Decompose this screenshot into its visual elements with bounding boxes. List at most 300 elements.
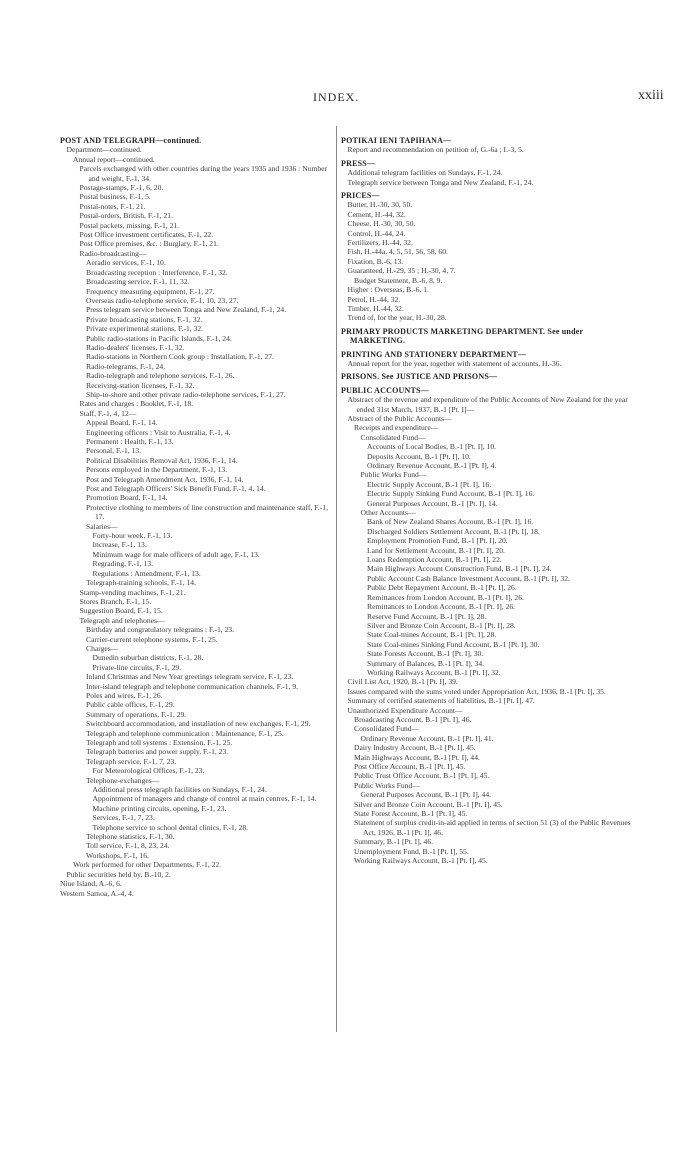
index-entry	[86, 700, 338, 709]
index-entry	[93, 569, 339, 578]
index-entry-text: Dunedin suburban districts, F.-1, 28.	[92, 653, 204, 663]
index-entry	[367, 574, 639, 583]
index-entry	[93, 550, 339, 559]
index-entry-text: Permanent : Health, F.-1, 13.	[86, 437, 174, 446]
index-entry-text: Aeradio services, F.-1, 10.	[86, 258, 166, 268]
index-entry-text: Inland Christmas and New Year greetings telegram service, F.-1, 23.	[86, 672, 294, 682]
index-entry	[354, 762, 639, 771]
index-entry	[367, 621, 639, 630]
index-entry-text: Private experimental stations, F.-1, 32.	[86, 324, 204, 334]
index-entry	[93, 804, 339, 813]
index-entry	[86, 644, 338, 653]
index-entry-text: PRINTING AND STATIONERY DEPARTMENT—	[341, 349, 527, 359]
index-entry	[80, 409, 339, 418]
index-entry-text: Radio-broadcasting—	[79, 248, 147, 258]
index-entry-text: Postal-notes, F.-1, 21.	[79, 201, 146, 211]
index-entry-text: Summary, B.-1 [Pt. I], 46.	[354, 837, 434, 847]
index-entry	[354, 771, 639, 780]
index-entry	[80, 597, 339, 606]
index-entry-text: Public cable offices, F.-1, 29.	[86, 700, 175, 710]
index-entry-text: Post and Telegraph Officers' Sick Benefit Fund, F.-1, 4, 14.	[86, 484, 266, 494]
index-heading	[341, 327, 639, 346]
index-entry	[348, 395, 640, 414]
index-entry-text: Additional telegram facilities on Sundays, F.-1, 24.	[347, 168, 503, 178]
index-entry-text: Parcels exchanged with other countries during the years 1935 and 1936 : Number and weight, F.-1, 34.	[79, 164, 328, 183]
index-entry-text: Annual report for the year, together with statement of accounts, H.-36.	[347, 358, 562, 368]
index-entry-text: Dairy Industry Account, B.-1 [Pt. I], 45.	[354, 743, 476, 753]
index-entry	[361, 734, 640, 743]
index-entry-text: Ordinary Revenue Account, B.-1 [Pt. I], 4.	[367, 461, 497, 470]
index-entry	[86, 851, 338, 860]
index-entry	[86, 635, 338, 644]
index-entry	[348, 295, 640, 304]
index-entry	[354, 423, 639, 432]
index-entry-text: Increase, F.-1, 13.	[92, 540, 147, 550]
index-entry	[86, 287, 338, 296]
index-entry-text: Telegraph and telephone communication : Maintenance, F.-1, 25.	[86, 728, 284, 738]
index-entry	[348, 677, 640, 686]
index-entry	[86, 456, 338, 465]
index-entry	[86, 691, 338, 700]
index-entry-text: Charges—	[86, 643, 119, 653]
index-entry	[367, 527, 639, 536]
left-column	[60, 136, 338, 898]
index-entry	[354, 837, 639, 846]
index-entry	[367, 583, 639, 592]
index-entry-text: PUBLIC ACCOUNTS—	[341, 385, 429, 395]
index-entry	[348, 696, 640, 705]
index-entry-text: Report and recommendation on petition of, G.-6a ; I.-3, 5.	[347, 145, 524, 155]
index-entry	[86, 757, 338, 766]
index-entry	[361, 470, 640, 479]
index-entry-text: Private-line circuits, F.-1, 29.	[92, 662, 182, 672]
index-entry	[348, 210, 640, 219]
index-entry-text: Political Disabilities Removal Act, 1936, F.-1, 14.	[86, 455, 238, 465]
index-entry	[348, 168, 640, 177]
index-entry-text: PRICES—	[341, 191, 380, 201]
index-entry-text: Issues compared with the sums voted under Appropriation Act, 1936, B.-1 [Pt. I], 35.	[347, 686, 606, 696]
index-entry	[367, 668, 639, 677]
index-entry	[354, 818, 639, 837]
index-entry-text: Postal packets, missing, F.-1, 21.	[79, 220, 180, 230]
index-entry-text: Fertilizers, H.-44, 32.	[347, 238, 413, 248]
index-entry-text: Receipts and expenditure—	[354, 423, 439, 433]
index-entry-text: Main Highways Account, B.-1 [Pt. I], 44.	[354, 752, 480, 762]
index-entry	[93, 531, 339, 540]
index-entry-text: Timber, H.-44, 32.	[347, 303, 404, 313]
index-entry-text: Engineering officers : Visit to Australia, F.-1, 4.	[86, 427, 231, 437]
index-entry	[367, 461, 639, 470]
index-entry	[93, 794, 339, 803]
index-entry-text: PRIMARY PRODUCTS MARKETING DEPARTMENT. See under MARKETING.	[341, 326, 584, 346]
index-entry-text: Post Office investment certificates, F.-1, 22.	[79, 230, 214, 240]
index-entry-text: Receiving-station licenses, F.-1, 32.	[86, 380, 195, 390]
index-entry	[348, 359, 640, 368]
index-entry-text: Radio-telegrams, F.-1, 24.	[86, 361, 166, 371]
index-entry	[354, 809, 639, 818]
index-entry-text: Land for Settlement Account, B.-1 [Pt. I], 20.	[367, 545, 505, 555]
index-entry-text: For Meteorological Offices, F.-1, 23.	[92, 766, 205, 776]
index-entry	[367, 593, 639, 602]
index-entry-text: Regulations : Amendment, F.-1, 13.	[92, 568, 201, 578]
index-entry-text: PRISONS. See JUSTICE AND PRISONS—	[341, 372, 498, 382]
index-entry-text: Broadcasting Account, B.-1 [Pt. I], 46.	[354, 714, 472, 724]
index-entry-text: Post Office Account, B.-1 [Pt. I], 45.	[354, 762, 466, 771]
index-entry-text: Poles and wires, F.-1, 26.	[86, 690, 163, 700]
index-entry-text: Additional press telegraph facilities on Sundays, F.-1, 24.	[92, 785, 267, 795]
index-entry	[86, 371, 338, 380]
index-heading	[60, 136, 338, 145]
index-entry	[367, 649, 639, 658]
index-entry	[348, 200, 640, 209]
index-entry-text: Electric Supply Sinking Fund Account, B.-1 [Pt. I], 16.	[367, 489, 535, 499]
index-entry-text: Public Debt Repayment Account, B.-1 [Pt. I], 26.	[367, 583, 517, 593]
index-entry	[367, 564, 639, 573]
index-entry	[354, 781, 639, 790]
index-entry	[86, 578, 338, 587]
index-entry	[80, 164, 339, 183]
right-column	[341, 136, 639, 865]
index-entry	[86, 352, 338, 361]
index-entry	[80, 399, 339, 408]
index-entry-text: POST AND TELEGRAPH—continued.	[60, 136, 202, 145]
index-entry-text: Telegraph service between Tonga and New Zealand, F.-1, 24.	[347, 177, 534, 187]
index-entry-text: Abstract of the revenue and expenditure of the Public Accounts of New Zealand for the year ended 31st March, 1937, B.-1 [Pt. I]—	[347, 395, 628, 414]
index-entry-text: Petrol, H.-44, 32.	[347, 294, 401, 304]
index-entry-text: Radio-stations in Northern Cook group : Installation, F.-1, 27.	[86, 352, 274, 362]
index-entry-text: Loans Redemption Account, B.-1 [Pt. I], 22.	[367, 555, 502, 565]
index-entry	[86, 305, 338, 314]
index-entry	[93, 813, 339, 822]
index-entry-text: Post Office premises, &c. : Burglary, F.-1, 21.	[79, 239, 219, 249]
index-entry	[86, 747, 338, 756]
index-entry	[354, 743, 639, 752]
index-entry-text: Reserve Fund Account, B.-1 [Pt. I], 28.	[367, 611, 487, 621]
index-entry-text: Radio-dealers' licenses, F.-1, 32.	[86, 342, 185, 352]
index-entry	[348, 266, 640, 275]
index-entry	[86, 296, 338, 305]
index-entry	[367, 602, 639, 611]
index-entry-text: Services, F.-1, 7, 23.	[92, 813, 155, 823]
index-entry-text: Telegraph-training schools, F.-1, 14.	[86, 578, 197, 588]
index-entry	[367, 452, 639, 461]
index-entry-text: Rates and charges : Booklet, F.-1, 18.	[79, 399, 194, 409]
index-entry	[93, 653, 339, 662]
index-entry	[86, 719, 338, 728]
index-entry-text: Niue Island, A.-6, 6.	[60, 879, 122, 889]
index-entry-text: Main Highways Account Construction Fund, B.-1 [Pt. I], 24.	[367, 564, 552, 574]
index-entry-text: Telegraph service, F.-1, 7, 23.	[86, 756, 177, 766]
index-entry	[86, 682, 338, 691]
index-entry-text: Employment Promotion Fund, B.-1 [Pt. I], 20.	[367, 536, 508, 546]
index-entry-text: Broadcasting service, F.-1, 11, 32.	[86, 277, 190, 287]
index-entry-text: Public Trust Office Account, B.-1 [Pt. I], 45.	[354, 771, 490, 781]
index-entry-text: Ship-to-shore and other private radio-telephone services, F.-1, 27.	[86, 389, 286, 399]
index-entry	[80, 221, 339, 230]
index-entry-text: POTIKAI IENI TAPIHANA—	[341, 136, 452, 145]
index-entry-text: Summary of certified statements of liabilities, B.-1 [Pt. I], 47.	[347, 696, 535, 706]
index-entry	[348, 414, 640, 423]
index-entry	[86, 343, 338, 352]
index-entry	[348, 238, 640, 247]
index-entry	[367, 546, 639, 555]
index-entry	[367, 659, 639, 668]
index-entry	[367, 612, 639, 621]
index-entry	[354, 715, 639, 724]
index-entry	[93, 559, 339, 568]
index-entry	[348, 257, 640, 266]
index-entry-text: Press telegram service between Tonga and New Zealand, F.-1, 24.	[86, 305, 287, 315]
index-entry-text: Remittances from London Account, B.-1 [Pt. I], 26.	[367, 592, 524, 602]
index-entry-text: Work performed for other Departments, F.-1, 22.	[73, 860, 222, 870]
index-entry-text: Telegraph and toll systems : Extension, F.-1, 25.	[86, 738, 233, 747]
index-entry	[367, 489, 639, 498]
index-entry	[86, 710, 338, 719]
index-entry	[86, 503, 338, 522]
index-entry-text: Discharged Soldiers Settlement Account, B.-1 [Pt. I], 18.	[367, 526, 540, 536]
index-entry-text: PRESS—	[341, 158, 376, 168]
index-entry	[86, 324, 338, 333]
index-entry-text: Fixation, B.-6, 13.	[347, 256, 404, 266]
index-entry	[348, 313, 640, 322]
index-entry-text: Telegraph and telephones—	[79, 615, 165, 625]
index-entry-text: Western Samoa, A.-4, 4.	[60, 888, 134, 898]
index-entry-text: Other Accounts—	[360, 508, 416, 518]
index-entry	[354, 724, 639, 733]
index-entry	[86, 465, 338, 474]
index-entry-text: Summary of operations, F.-1, 29.	[86, 709, 187, 719]
index-entry-text: Abstract of the Public Accounts—	[347, 413, 452, 423]
index-entry-text: Minimum wage for male officers of adult age, F.-1, 13.	[92, 549, 260, 559]
index-entry	[93, 540, 339, 549]
index-entry-text: Appeal Board, F.-1, 14.	[86, 418, 158, 428]
index-entry	[80, 183, 339, 192]
index-entry-text: Overseas radio-telephone service, F.-1, 10, 23, 27.	[86, 295, 239, 305]
index-entry	[86, 418, 338, 427]
index-entry-text: Postage-stamps, F.-1, 6, 20.	[79, 183, 164, 193]
index-entry-text: Forty-hour week, F.-1, 13.	[92, 531, 173, 541]
index-entry-text: Broadcasting reception : Interference, F.-1, 32.	[86, 267, 228, 277]
index-entry-text: State Coal-mines Account, B.-1 [Pt. I], 28.	[367, 630, 497, 640]
index-entry	[367, 442, 639, 451]
index-entry-text: Budget Statement, B.-6, 8, 9.	[354, 275, 443, 285]
index-entry-text: Birthday and congratulatory telegrams : F.-1, 23.	[86, 625, 235, 635]
index-entry-text: Civil List Act, 1920, B.-1 [Pt. I], 39.	[347, 677, 458, 687]
index-entry	[80, 249, 339, 258]
index-entry	[86, 738, 338, 747]
index-entry-text: Department—continued.	[66, 145, 142, 155]
index-entry	[86, 334, 338, 343]
index-entry-text: Summary of Balances, B.-1 [Pt. I], 34.	[367, 658, 485, 668]
index-entry	[67, 145, 339, 154]
index-entry-text: Private broadcasting stations, F.-1, 32.	[86, 314, 203, 324]
index-entry	[354, 753, 639, 762]
index-entry-text: Personal, F.-1, 13.	[86, 446, 142, 456]
index-entry	[367, 536, 639, 545]
index-entry	[80, 616, 339, 625]
index-entry-text: Cement, H.-44, 32.	[347, 209, 406, 219]
index-entry	[354, 856, 639, 865]
index-entry	[367, 499, 639, 508]
index-entry	[93, 785, 339, 794]
index-entry-text: Electric Supply Account, B.-1 [Pt. I], 16.	[367, 479, 492, 489]
index-entry-text: Staff, F.-1, 4, 12—	[79, 408, 137, 418]
index-entry	[86, 776, 338, 785]
index-entry	[80, 202, 339, 211]
index-entry-text: Public securities held by, B.-10, 2.	[66, 869, 171, 879]
index-entry	[86, 258, 338, 267]
index-entry	[367, 480, 639, 489]
page-header	[0, 90, 700, 110]
index-entry-text: Postal-orders, British, F.-1, 21.	[79, 211, 173, 221]
index-entry	[348, 706, 640, 715]
index-entry-text: Silver and Bronze Coin Account, B.-1 [Pt. I], 45.	[354, 799, 503, 809]
index-entry-text: Remittances to London Account, B.-1 [Pt. I], 26.	[367, 602, 516, 612]
index-entry-text: Silver and Bronze Coin Account, B.-1 [Pt. I], 28.	[367, 620, 516, 630]
index-heading	[341, 136, 639, 145]
index-entry-text: Higher : Overseas, B.-6, 1.	[347, 285, 429, 295]
index-entry	[367, 640, 639, 649]
index-entry-text: Statement of surplus credit-in-aid applied in terms of section 51 (3) of the Public Revenues Act, 1926, B.-1 [Pt. I], 46.	[354, 818, 631, 837]
index-entry	[354, 800, 639, 809]
index-entry	[86, 625, 338, 634]
index-entry-text: Protective clothing to members of line construction and maintenance staff, F.-1, 17.	[86, 502, 328, 522]
index-entry-text: Bank of New Zealand Shares Account, B.-1 [Pt. I], 16.	[367, 517, 534, 527]
index-entry-text: State Coal-mines Sinking Fund Account, B.-1 [Pt. I], 30.	[367, 639, 540, 649]
index-entry	[354, 847, 639, 856]
index-entry-text: Postal business, F.-1, 5.	[79, 192, 151, 202]
index-entry	[367, 517, 639, 526]
index-entry	[348, 285, 640, 294]
index-entry-text: Public Works Fund—	[360, 470, 427, 480]
index-entry-text: Guaranteed, H.-29, 35 ; H.-30, 4, 7.	[347, 266, 456, 276]
index-entry	[86, 381, 338, 390]
index-entry	[80, 211, 339, 220]
index-entry	[60, 889, 338, 898]
index-entry	[86, 832, 338, 841]
index-heading	[341, 159, 639, 168]
index-entry-text: Unauthorized Expenditure Account—	[347, 705, 463, 715]
index-entry	[86, 362, 338, 371]
index-entry	[93, 663, 339, 672]
index-entry	[86, 446, 338, 455]
index-entry	[86, 277, 338, 286]
index-entry	[73, 155, 338, 164]
index-entry	[80, 239, 339, 248]
index-title: INDEX.	[313, 90, 360, 104]
index-entry-text: Ordinary Revenue Account, B.-1 [Pt. I], 41.	[360, 733, 494, 743]
index-entry	[348, 145, 640, 154]
index-entry	[86, 493, 338, 502]
index-entry	[86, 315, 338, 324]
index-entry-text: Public Works Fund—	[354, 780, 420, 790]
index-entry	[86, 729, 338, 738]
index-entry-text: Persons employed in the Department, F.-1, 13.	[86, 465, 228, 475]
index-entry-text: Switchboard accommodation, and installation of new exchanges, F.-1, 29.	[86, 719, 311, 729]
index-entry	[361, 790, 640, 799]
index-entry	[348, 229, 640, 238]
page-number: xxiii	[638, 88, 664, 103]
index-entry-text: General Purposes Account, B.-1 [Pt. I], 44.	[360, 790, 492, 800]
index-entry-text: Consolidated Fund—	[360, 432, 426, 442]
index-entry-text: Machine printing circuits, opening, F.-1, 23.	[92, 803, 227, 813]
index-entry-text: Suggestion Board, F.-1, 15.	[79, 606, 163, 616]
index-entry-text: Fish, H.-44a, 4, 5, 51, 56, 58, 60.	[347, 247, 448, 257]
index-entry-text: Post and Telegraph Amendment Act, 1936, F.-1, 14.	[86, 474, 244, 484]
index-entry	[60, 879, 338, 888]
index-entry	[354, 276, 639, 285]
index-entry-text: Telephone-exchanges—	[86, 775, 160, 785]
index-entry	[80, 606, 339, 615]
index-entry	[86, 390, 338, 399]
index-entry-text: Accounts of Local Bodies, B.-1 [Pt. I], 10.	[367, 442, 497, 452]
index-entry-text: Telephone statistics, F.-1, 30.	[86, 832, 175, 842]
index-entry-text: General Purposes Account, B.-1 [Pt. I], 14.	[367, 498, 498, 508]
index-entry-text: Deposits Account, B.-1 [Pt. I], 10.	[367, 451, 471, 461]
index-entry-text: Telegraph batteries and power supply, F.-1, 23.	[86, 747, 229, 757]
index-entry	[86, 437, 338, 446]
index-entry	[80, 230, 339, 239]
index-entry-text: Annual report—continued.	[73, 154, 155, 164]
index-entry-text: Appointment of managers and change of control at main centres, F.-1, 14.	[92, 794, 317, 804]
index-entry-text: Working Railways Account, B.-1 [Pt. I], 45.	[354, 856, 488, 866]
index-entry	[361, 433, 640, 442]
index-entry	[86, 672, 338, 681]
index-entry-text: Control, H.-44, 24.	[347, 228, 406, 238]
index-entry	[361, 508, 640, 517]
index-entry-text: Stamp-vending machines, F.-1, 21.	[79, 587, 186, 597]
index-entry-text: Consolidated Fund—	[354, 724, 420, 734]
index-entry-text: Salaries—	[86, 521, 118, 531]
index-entry-text: Inter-island telegraph and telephone communication channels, F.-1, 9.	[86, 681, 299, 691]
index-entry	[93, 823, 339, 832]
index-entry-text: Frequency measuring equipment, F.-1, 27.	[86, 286, 215, 296]
index-entry	[80, 588, 339, 597]
index-heading	[341, 191, 639, 200]
index-entry-text: Telephone service to school dental clinics, F.-1, 28.	[92, 822, 249, 832]
index-entry	[93, 766, 339, 775]
index-entry-text: Butter, H.-30, 30, 50.	[347, 200, 413, 210]
index-entry	[86, 484, 338, 493]
index-entry-text: Stores Branch, F.-1, 15.	[79, 596, 152, 606]
index-entry	[86, 841, 338, 850]
index-entry	[86, 475, 338, 484]
index-entry	[348, 219, 640, 228]
index-entry	[348, 247, 640, 256]
index-entry	[86, 268, 338, 277]
index-entry-text: Trend of, for the year, H.-30, 28.	[347, 313, 447, 323]
index-heading	[341, 350, 639, 359]
index-entry	[348, 687, 640, 696]
index-entry	[86, 428, 338, 437]
index-entry-text: State Forest Account, B.-1 [Pt. I], 45.	[354, 809, 468, 819]
index-entry-text: Public Account Cash Balance Investment Account, B.-1 [Pt. I], 32.	[367, 573, 570, 583]
index-entry	[73, 860, 338, 869]
index-entry-text: Unemployment Fund, B.-1 [Pt. I], 55.	[354, 846, 469, 856]
index-entry-text: Workshops, F.-1, 16.	[86, 850, 149, 860]
index-entry-text: Public radio-stations in Pacific Islands, F.-1, 24.	[86, 333, 232, 343]
index-entry	[348, 304, 640, 313]
index-entry	[86, 522, 338, 531]
index-entry	[367, 630, 639, 639]
index-entry-text: Promotion Board, F.-1, 14.	[86, 493, 168, 503]
index-entry-text: Carrier-current telephone systems, F.-1, 25.	[86, 634, 218, 644]
index-heading	[341, 386, 639, 395]
index-entry-text: Cheese, H.-30, 30, 50.	[347, 219, 416, 229]
index-entry	[348, 178, 640, 187]
index-entry-text: Radio-telegraph and telephone services, F.-1, 26.	[86, 371, 235, 381]
index-entry-text: Regrading, F.-1, 13.	[92, 559, 154, 569]
